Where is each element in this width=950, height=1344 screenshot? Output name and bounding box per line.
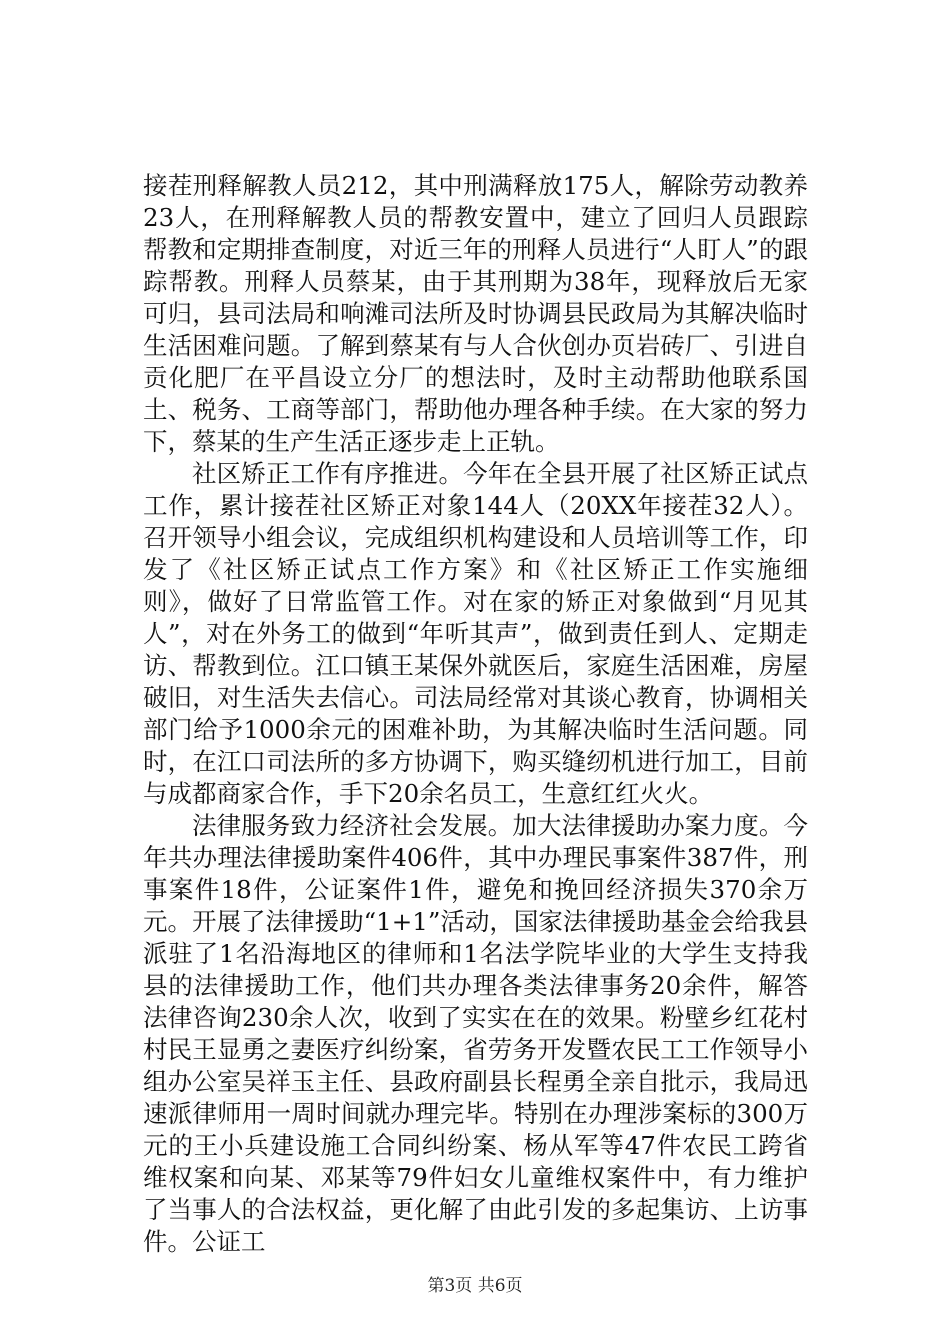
paragraph-community-correction: 社区矫正工作有序推进。今年在全县开展了社区矫正试点工作，累计接茬社区矫正对象144人（20XX年接茬32人）。召开领导小组会议，完成组织机构建设和人员培训等工作，印发了《社区矫正试点工作方案》和《社区矫正工作实施细则》，做好了日常监管工作。对在家的矫正对象做到“月见其人”，对在外务工的做到“年听其声”，做到责任到人、定期走访、帮教到位。江口镇王某保外就医后，家庭生活困难，房屋破旧，对生活失去信心。司法局经常对其谈心教育，协调相关部门给予1000余元的困难补助，为其解决临时生活问题。同时，在江口司法所的多方协调下，购买缝纫机进行加工，目前与成都商家合作，手下20余名员工，生意红红火火。	[143, 459, 808, 808]
page-footer: 第3页 共6页	[427, 1276, 523, 1296]
paragraph-rehabilitation: 接茬刑释解教人员212，其中刑满释放175人，解除劳动教养23人，在刑释解教人员的帮教安置中，建立了回归人员跟踪帮教和定期排查制度，对近三年的刑释人员进行“人盯人”的跟踪帮教。刑释人员蔡某，由于其刑期为38年，现释放后无家可归，县司法局和响滩司法所及时协调县民政局为其解决临时生活困难问题。了解到蔡某有与人合伙创办页岩砖厂、引进自贡化肥厂在平昌设立分厂的想法时，及时主动帮助他联系国土、税务、工商等部门，帮助他办理各种手续。在大家的努力下，蔡某的生产生活正逐步走上正轨。	[143, 171, 808, 456]
paragraph-legal-services: 法律服务致力经济社会发展。加大法律援助办案力度。今年共办理法律援助案件406件，其中办理民事案件387件，刑事案件18件，公证案件1件，避免和挽回经济损失370余万元。开展了法律援助“1+1”活动，国家法律援助基金会给我县派驻了1名沿海地区的律师和1名法学院毕业的大学生支持我县的法律援助工作，他们共办理各类法律事务20余件，解答法律咨询230余人次，收到了实实在在的效果。粉壁乡红花村村民王显勇之妻医疗纠纷案，省劳务开发暨农民工工作领导小组办公室吴祥玉主任、县政府副县长程勇全亲自批示，我局迅速派律师用一周时间就办理完毕。特别在办理涉案标的300万元的王小兵建设施工合同纠纷案、杨从军等47件农民工跨省维权案和向某、邓某等79件妇女儿童维权案件中，有力维护了当事人的合法权益，更化解了由此引发的多起集访、上访事件。公证工	[143, 811, 808, 1256]
document-body	[143, 170, 808, 1258]
